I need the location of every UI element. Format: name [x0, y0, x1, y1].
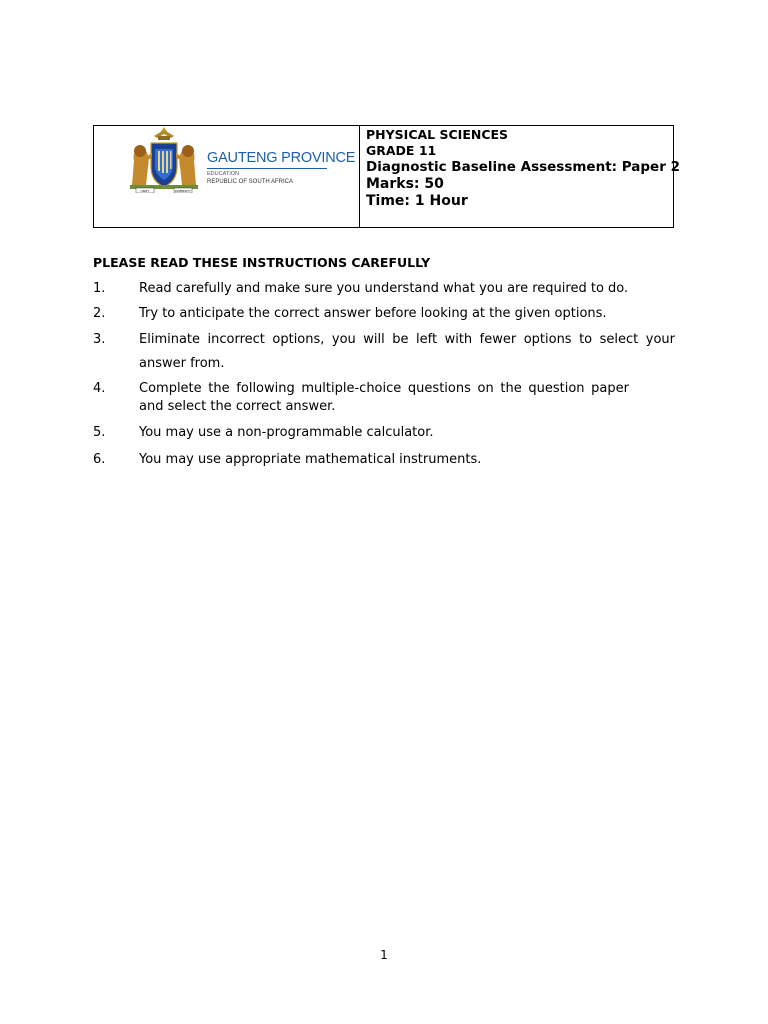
instruction-text: You may use a non-programmable calculator. [139, 425, 434, 440]
logo-sub-country: REPUBLIC OF SOUTH AFRICA [207, 179, 294, 185]
assessment-title: Diagnostic Baseline Assessment: Paper 2 [366, 159, 680, 175]
page-number: 1 [380, 948, 388, 962]
header-logo-cell [94, 126, 360, 227]
logo-brand-rule [207, 168, 327, 169]
instruction-number: 2. [93, 306, 106, 321]
instruction-number: 5. [93, 425, 106, 440]
instruction-text: Read carefully and make sure you understand what you are required to do. [139, 281, 629, 296]
motto-left: UNITY [140, 189, 150, 193]
instruction-text: Complete the following multiple-choice questions on the question paper and select the correct answer. [139, 381, 629, 414]
instruction-number: 1. [93, 281, 106, 296]
header-info-cell [366, 126, 680, 227]
instructions-heading: PLEASE READ THESE INSTRUCTIONS CAREFULLY [93, 255, 431, 270]
grade-label: GRADE 11 [366, 143, 437, 158]
instruction-text: You may use appropriate mathematical instruments. [139, 452, 482, 467]
instruction-text: Try to anticipate the correct answer before looking at the given options. [139, 306, 607, 321]
subject-title: PHYSICAL SCIENCES [366, 127, 509, 142]
instruction-text: Eliminate incorrect options, you will be left with fewer options to select your answer from. [139, 332, 675, 371]
gauteng-coat-of-arms-icon [124, 127, 204, 193]
instruction-number: 4. [93, 381, 106, 396]
logo-sub-education: EDUCATION [207, 171, 239, 177]
instruction-number: 6. [93, 452, 106, 467]
time-label: Time: 1 Hour [366, 193, 468, 209]
motto-right: DIVERSITY [175, 189, 191, 193]
instruction-number: 3. [93, 332, 106, 347]
marks-label: Marks: 50 [366, 176, 444, 192]
logo-brand-name: GAUTENG PROVINCE [207, 150, 356, 166]
header-table [93, 125, 680, 228]
